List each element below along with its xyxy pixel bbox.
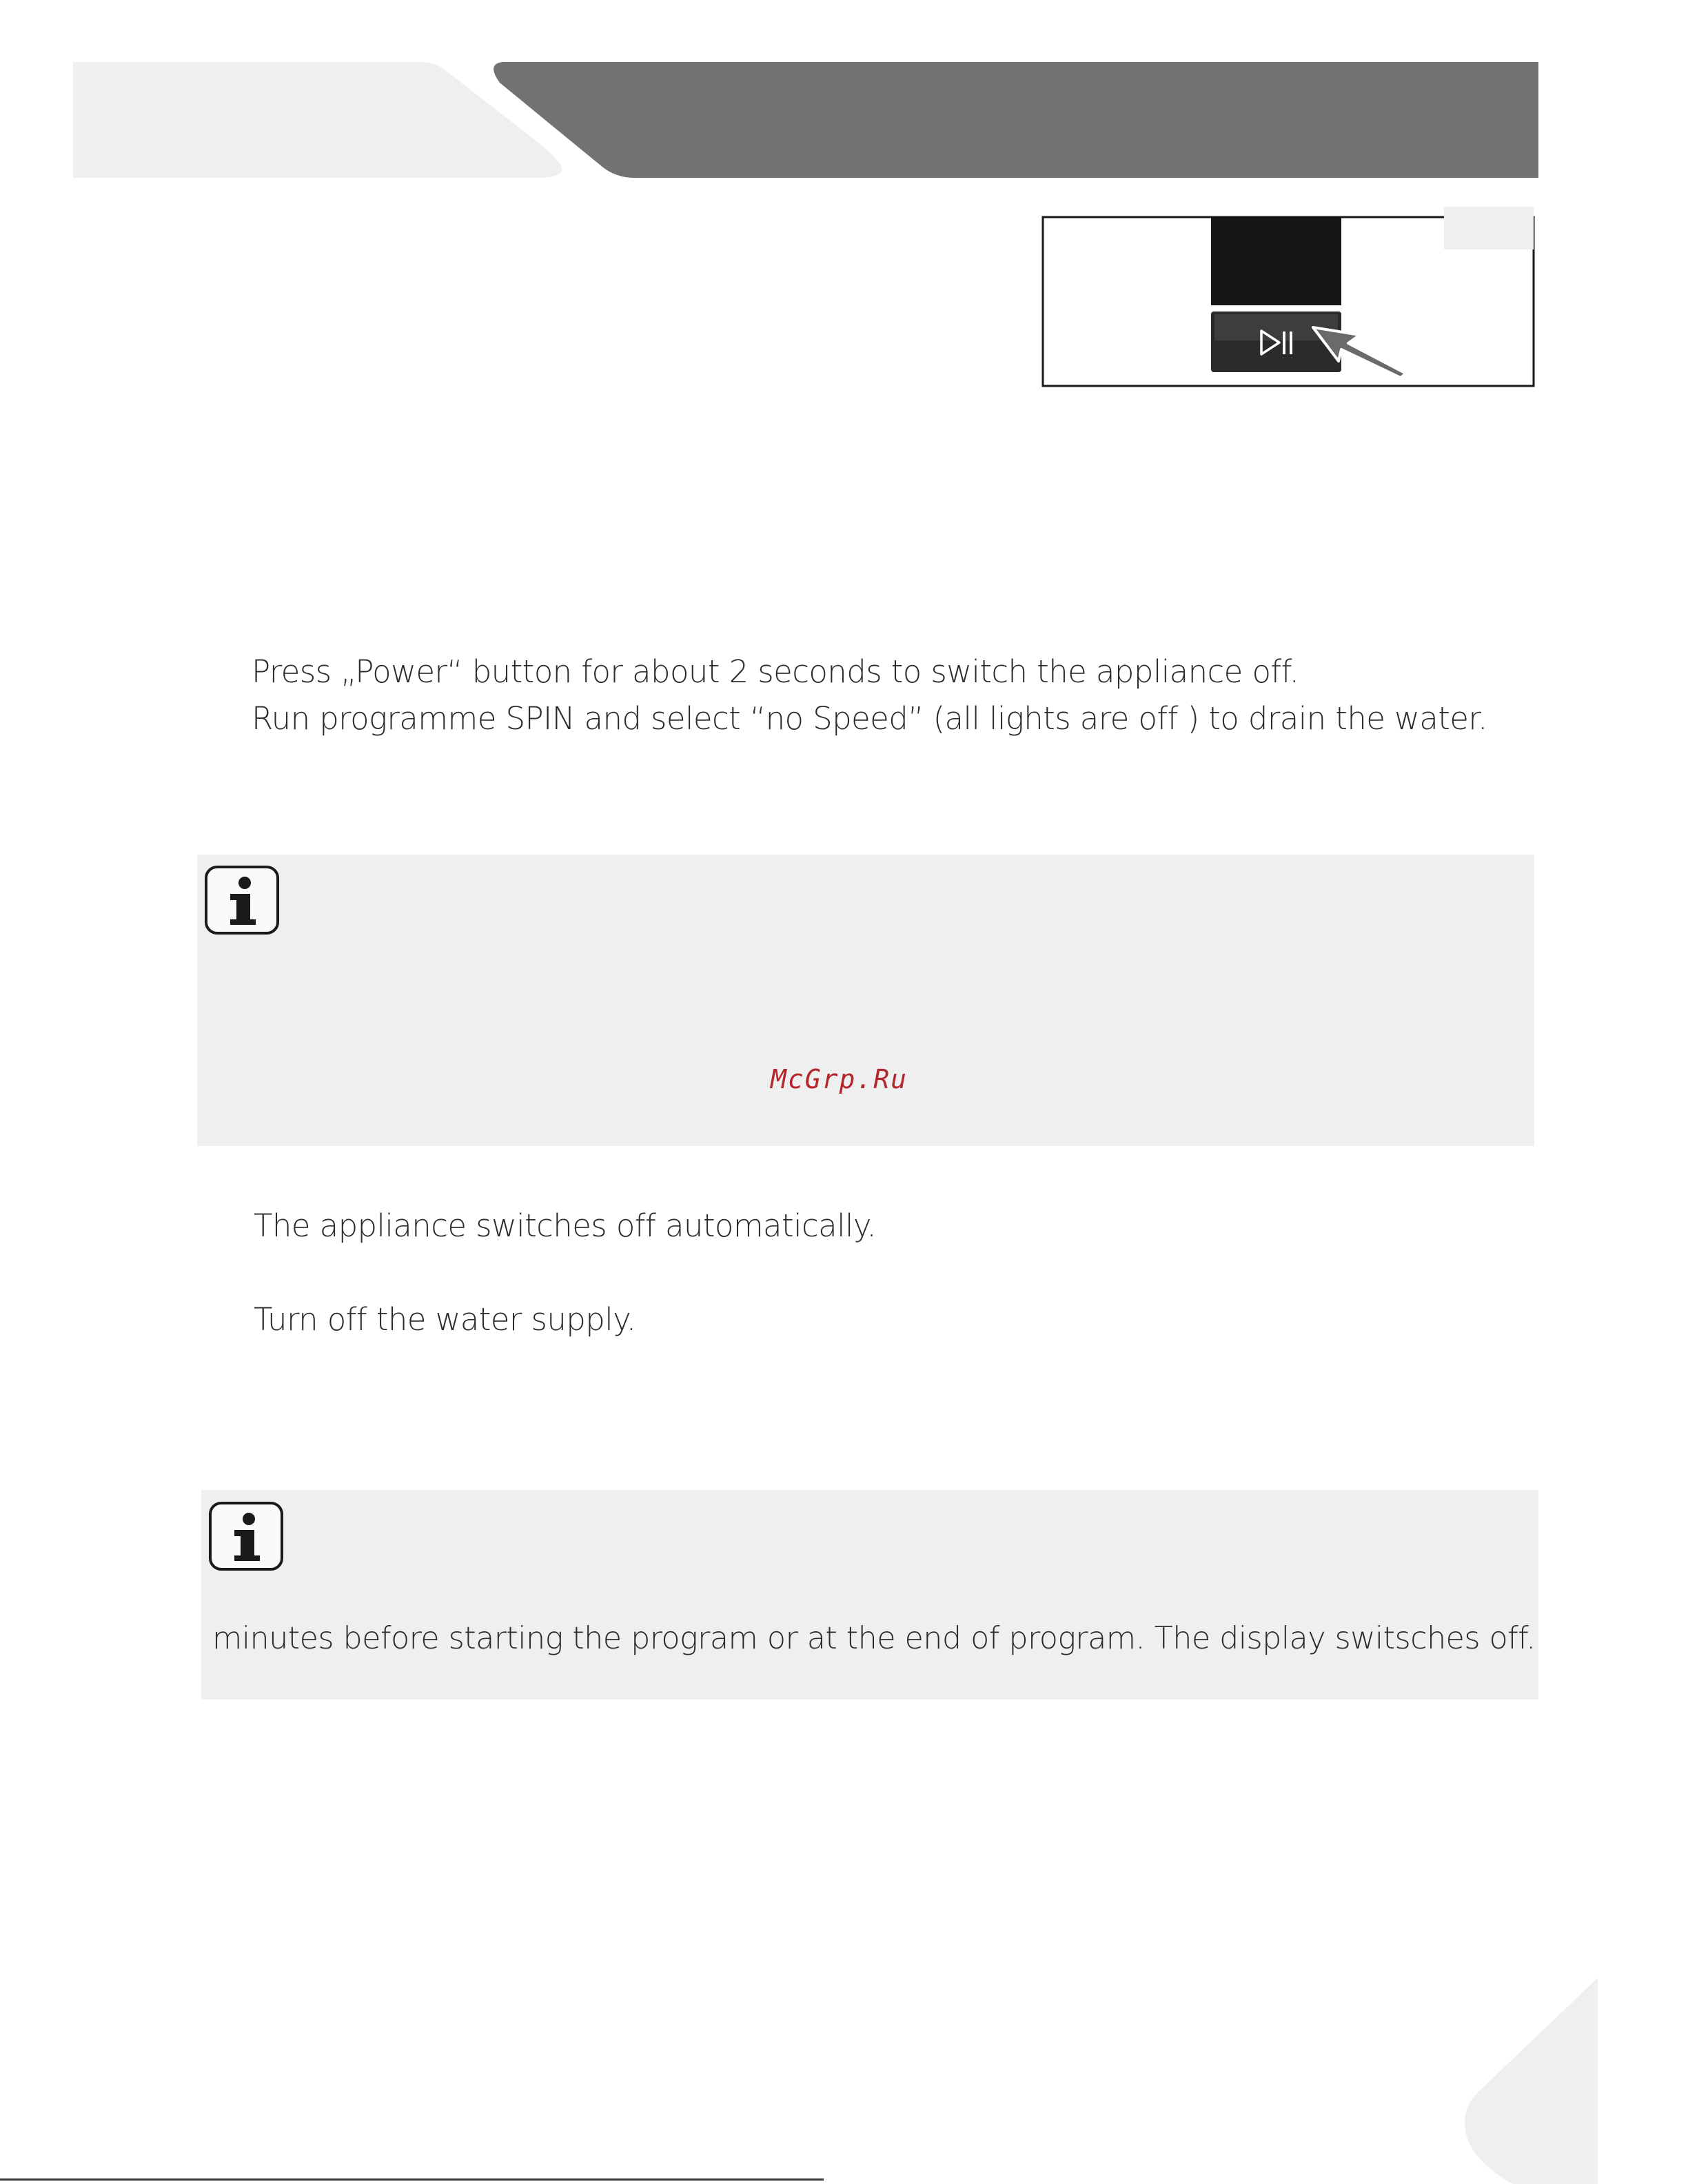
auto-off-text: The appliance switches off automatically.	[254, 1207, 877, 1244]
display-off-note-text: minutes before starting the program or at the end of program. The display switsches off.	[212, 1621, 1536, 1656]
display-panel	[1211, 217, 1341, 305]
info-icon	[205, 866, 279, 935]
page-corner-tab	[1447, 1971, 1688, 2184]
note-box-1	[197, 855, 1534, 1146]
footer-line	[0, 2178, 824, 2181]
control-panel-illustration	[1034, 200, 1544, 393]
info-icon	[209, 1502, 283, 1571]
note-box-2	[201, 1490, 1538, 1700]
step-drain-text: Run programme SPIN and select “no Speed” (all lights are off ) to drain the water.	[252, 700, 1487, 737]
water-supply-text: Turn off the water supply.	[254, 1301, 636, 1338]
watermark: McGrp.Ru	[771, 1064, 908, 1094]
header-bands	[0, 0, 1688, 186]
header-right-band	[494, 62, 1538, 178]
header-left-tab	[73, 62, 562, 178]
step-switch-off-text: Press „Power“ button for about 2 seconds to switch the appliance off.	[252, 653, 1299, 690]
